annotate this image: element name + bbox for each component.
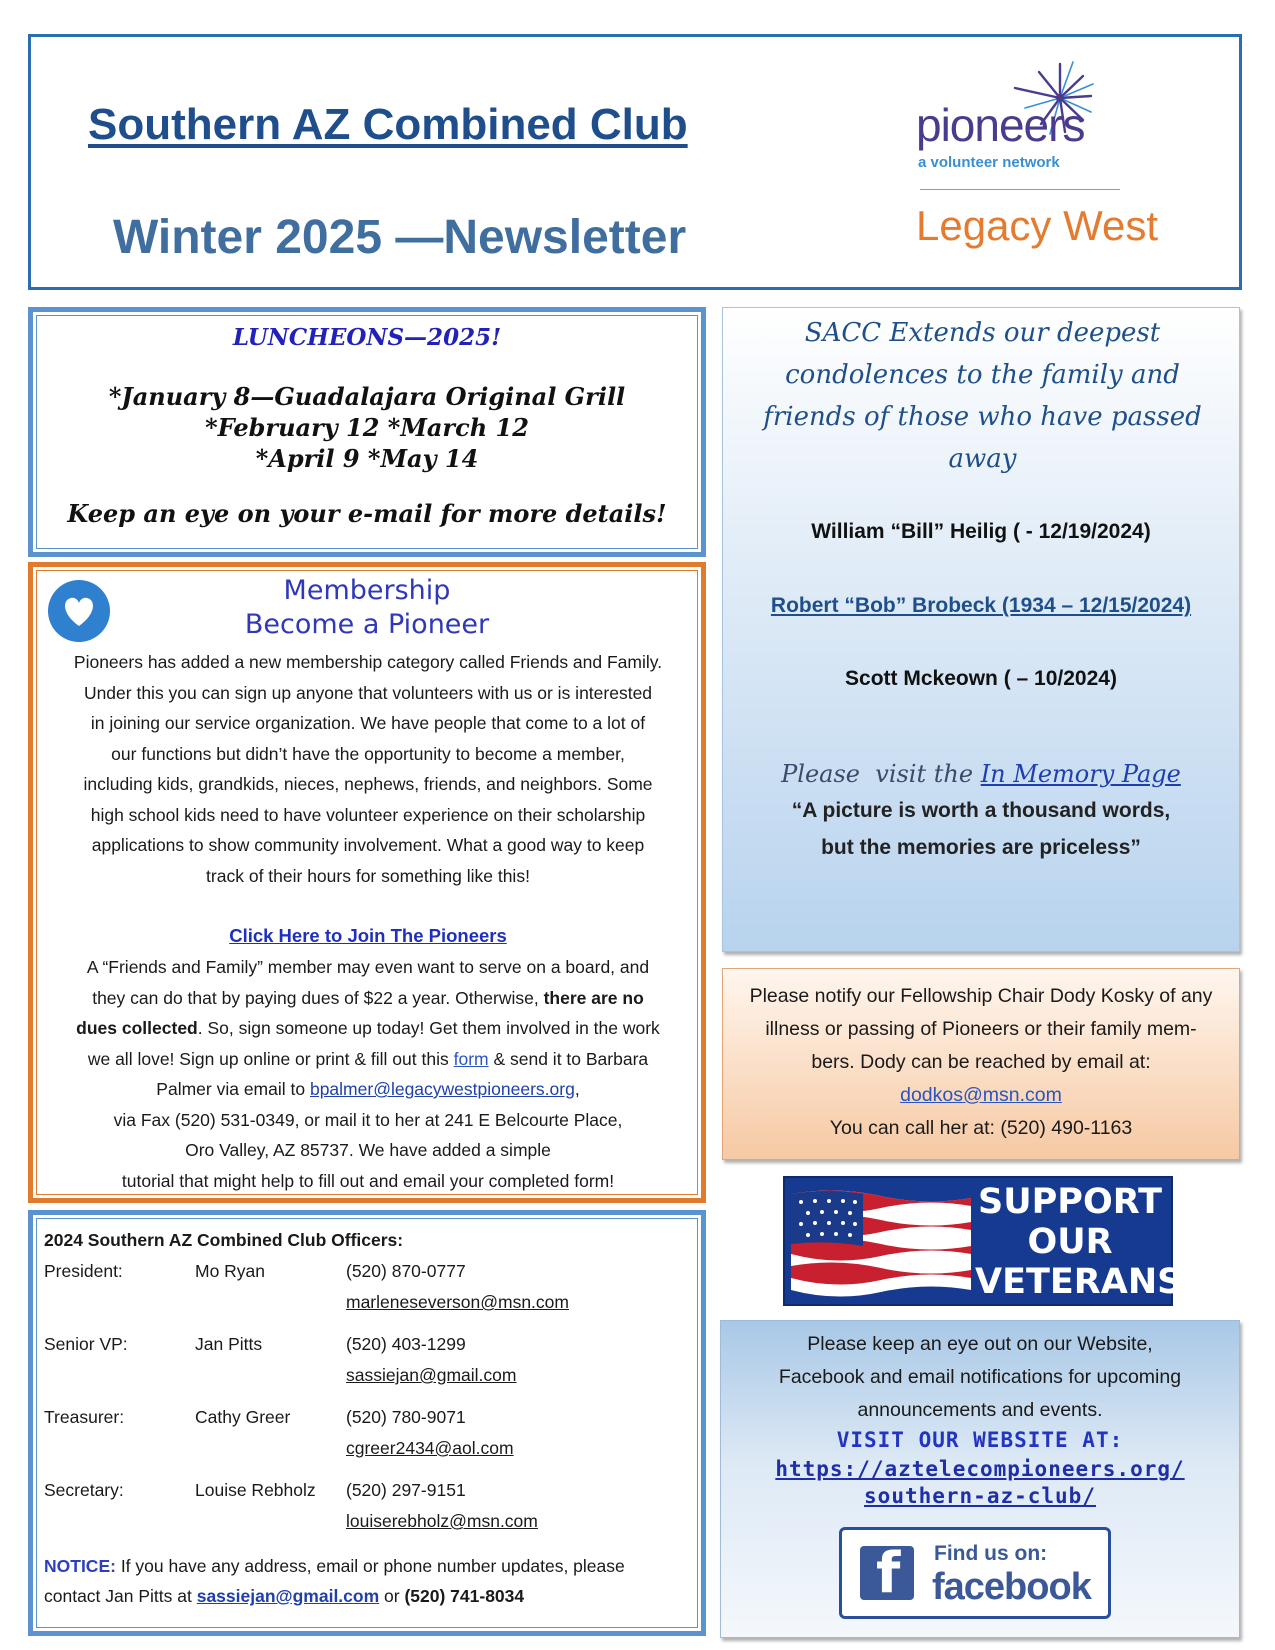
officers-title: 2024 Southern AZ Combined Club Officers: — [44, 1230, 404, 1250]
support-veterans-banner — [783, 1176, 1183, 1306]
text-line: away — [948, 444, 1017, 474]
officer-phone: (520) 870-0777 — [346, 1261, 466, 1281]
website-heading: VISIT OUR WEBSITE AT: — [836, 1428, 1124, 1452]
memory-page-link[interactable]: In Memory Page — [980, 760, 1181, 788]
form-link[interactable]: form — [453, 1048, 489, 1069]
text-line: announcements and events. — [857, 1399, 1103, 1421]
memorial-name: Scott Mckeown ( – 10/2024) — [845, 667, 1117, 690]
officer-email-link[interactable]: sassiejan@gmail.com — [346, 1365, 517, 1385]
facebook-button[interactable] — [839, 1527, 1111, 1619]
join-link-row — [44, 921, 692, 952]
membership-heading: Membership — [283, 575, 451, 606]
officer-role: Treasurer: — [44, 1407, 125, 1427]
website-url — [720, 1457, 1240, 1508]
text-line: Facebook and email notifications for upcoming — [778, 1366, 1182, 1388]
text-line: illness or passing of Pioneers or their family mem- — [765, 1018, 1197, 1040]
text-line: OUR — [1027, 1222, 1113, 1262]
newsletter-title: Winter 2025 —Newsletter — [113, 211, 687, 264]
memorial-name-link — [722, 594, 1240, 618]
membership-paragraph — [44, 647, 692, 891]
text-line: Palmer via email to bpalmer@legacywestpioneers.org, — [156, 1079, 580, 1099]
text-line: track of their hours for something like this! — [206, 865, 530, 886]
text-line: Oro Valley, AZ 85737. We have added a simple — [185, 1140, 551, 1160]
facebook-wordmark: facebook — [932, 1566, 1091, 1608]
dody-email-link[interactable]: dodkos@msn.com — [900, 1084, 1062, 1106]
quote-line: but the memories are priceless” — [821, 836, 1141, 859]
fellowship-text — [722, 980, 1240, 1145]
luncheon-date: *February 12 *March 12 — [205, 413, 529, 442]
membership-title — [0, 574, 734, 642]
memorial-name: William “Bill” Heilig ( - 12/19/2024) — [811, 520, 1151, 543]
text-line: Please keep an eye out on our Website, — [807, 1333, 1153, 1355]
logo-region: Legacy West — [916, 202, 1159, 249]
luncheons-content — [36, 315, 698, 549]
website-url-link[interactable]: southern-az-club/ — [864, 1484, 1096, 1508]
text-line: You can call her at: (520) 490-1163 — [829, 1117, 1133, 1139]
text-line: SUPPORT — [978, 1182, 1162, 1222]
text-line: applications to show community involvement. What a good way to keep — [91, 835, 645, 855]
text-line: Please notify our Fellowship Chair Dody Kosky of any — [749, 985, 1213, 1007]
notice-phone: (520) 741-8034 — [404, 1586, 525, 1606]
memorial-link[interactable]: Robert “Bob” Brobeck (1934 – 12/15/2024) — [770, 594, 1192, 617]
text-line: tutorial that might help to fill out and email your completed form! — [121, 1170, 615, 1191]
officer-name: Mo Ryan — [195, 1261, 266, 1281]
officer-name: Cathy Greer — [195, 1407, 291, 1427]
text-line: in joining our service organization. We have people that come to a lot of — [90, 713, 646, 733]
text-line: SACC Extends our deepest — [804, 318, 1161, 348]
officer-email-link[interactable]: marleneseverson@msn.com — [346, 1292, 569, 1312]
officer-phone: (520) 780-9071 — [346, 1407, 466, 1427]
veterans-banner-text — [975, 1182, 1183, 1302]
text-line: bers. Dody can be reached by email at: — [811, 1051, 1151, 1073]
officer-email-link[interactable]: louiserebholz@msn.com — [346, 1511, 538, 1531]
text-line: A “Friends and Family” member may even want to serve on a board, and — [86, 957, 650, 977]
facebook-find-us-label: Find us on: — [934, 1542, 1048, 1565]
club-title: Southern AZ Combined Club — [88, 100, 688, 149]
text-line: friends of those who have passed — [763, 402, 1202, 432]
officer-phone: (520) 403-1299 — [346, 1334, 466, 1354]
officer-role: Secretary: — [44, 1480, 124, 1500]
membership-paragraph-2 — [44, 952, 692, 1196]
luncheons-title: LUNCHEONS—2025! — [232, 324, 502, 351]
join-pioneers-link[interactable]: Click Here to Join The Pioneers — [229, 925, 507, 946]
text-line: dues collected. So, sign someone up today! Get them involved in the work — [76, 1018, 660, 1038]
facebook-icon: f — [860, 1546, 914, 1600]
website-text — [720, 1328, 1240, 1427]
text-line: our functions but didn’t have the opportunity to become a member, — [111, 743, 625, 764]
notice-label: NOTICE: — [44, 1556, 116, 1576]
text-line: Under this you can sign up anyone that volunteers with us or is interested — [83, 682, 653, 703]
text-line: Pioneers has added a new membership category called Friends and Family. — [73, 652, 663, 672]
logo-divider — [920, 189, 1120, 190]
luncheon-date: *April 9 *May 14 — [255, 444, 479, 473]
officer-role: President: — [44, 1261, 123, 1281]
website-url-link[interactable]: https://aztelecompioneers.org/ — [775, 1457, 1185, 1481]
bpalmer-email-link[interactable]: bpalmer@legacywestpioneers.org — [309, 1079, 575, 1099]
text-line: high school kids need to have volunteer experience on their scholarship — [90, 804, 646, 825]
officer-name: Jan Pitts — [195, 1334, 263, 1354]
notice-line: NOTICE: If you have any address, email or phone number updates, please — [44, 1556, 625, 1576]
notice-email-link[interactable]: sassiejan@gmail.com — [196, 1586, 380, 1606]
luncheon-date: *January 8—Guadalajara Original Grill — [108, 382, 626, 411]
condolences-title — [735, 312, 1230, 480]
text-line: we all love! Sign up online or print & fill out this form & send it to Barbara — [87, 1048, 649, 1069]
quote-line: “A picture is worth a thousand words, — [791, 799, 1171, 822]
text-line: condolences to the family and — [785, 360, 1180, 390]
text-line: via Fax (520) 531-0349, or mail it to her at 241 E Belcourte Place, — [113, 1109, 623, 1130]
us-flag-icon — [791, 1186, 971, 1298]
officer-name: Louise Rebholz — [195, 1480, 316, 1500]
officer-phone: (520) 297-9151 — [346, 1480, 466, 1500]
logo-wordmark: pioneers — [916, 99, 1085, 151]
text-line: they can do that by paying dues of $22 a year. Otherwise, there are no — [92, 987, 644, 1008]
notice-contact-line: contact Jan Pitts at sassiejan@gmail.com or (520) 741-8034 — [44, 1586, 525, 1606]
luncheons-note: Keep an eye on your e-mail for more details! — [67, 499, 667, 528]
text-line: VETERANS — [975, 1262, 1183, 1302]
logo-tagline: a volunteer network — [918, 154, 1060, 171]
text-line: including kids, grandkids, nieces, nephews, friends, and neighbors. Some — [83, 774, 653, 794]
officer-email-link[interactable]: cgreer2434@aol.com — [346, 1438, 514, 1458]
membership-subheading: Become a Pioneer — [244, 609, 490, 640]
memory-page-line: Please visit the In Memory Page — [781, 760, 1181, 788]
officer-role: Senior VP: — [44, 1334, 128, 1354]
